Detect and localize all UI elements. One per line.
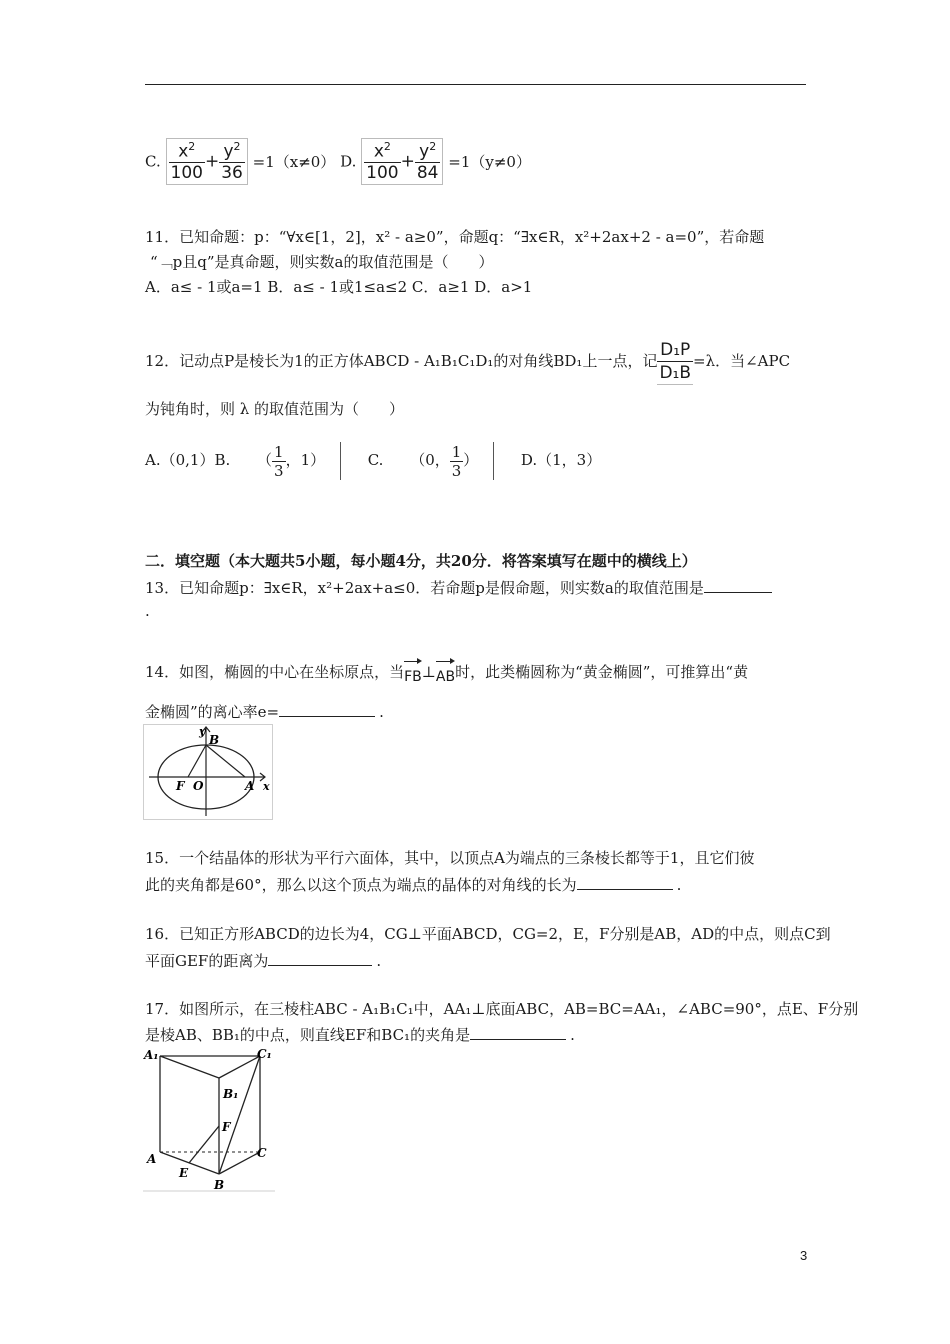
edge-a1b1 [160,1056,219,1078]
label-o: O [193,779,204,793]
q11-line1: 11．已知命题：p：“∀x∈[1，2]，x² - a≥0”，命题q：“∃x∈R，x²+2ax+2 - a=0”，若命题 [145,228,765,246]
vector-ab: AB [436,663,455,691]
section2-title: 二．填空题（本大题共5小题，每小题4分，共20分．将答案填写在题中的横线上） [145,552,697,570]
label-a: A [245,779,255,793]
q12-lambda-fraction [657,339,693,385]
denominator: 84 [416,162,439,183]
segment-ef [189,1126,219,1163]
paren-close: ） [463,451,479,469]
answer-blank[interactable] [704,576,772,593]
numerator: x [373,141,384,162]
label-f: F [176,779,185,793]
period: . [379,703,384,721]
q13-line1 [145,576,772,599]
denominator: 36 [221,162,243,183]
label-e: E [179,1166,189,1180]
label-b1: B₁ [223,1087,239,1101]
label-a: A [147,1152,157,1166]
q14-text-after: 时，此类椭圆称为“黄金椭圆”，可推算出“黄 [455,663,749,681]
numerator: y [223,141,234,162]
q12-option-b [257,442,330,480]
figure-ellipse [143,724,273,820]
period: . [376,952,382,970]
figure-prism [143,1046,275,1192]
q15-text: 此的夹角都是60°，那么以这个顶点为端点的晶体的对角线的长为 [145,876,577,894]
numerator: D₁P [660,340,691,360]
denominator: 100 [170,162,203,183]
fraction [364,140,400,183]
page-number: 3 [800,1248,808,1263]
segment-fb [188,745,206,777]
fraction [450,443,464,480]
numerator: x [178,141,189,162]
answer-blank[interactable] [279,700,375,717]
label-x: x [263,780,270,793]
exponent: 2 [233,140,241,153]
fraction [219,140,245,183]
numerator: 1 [274,442,284,461]
q12-line2: 为钝角时，则 λ 的取值范围为（ ） [145,400,405,418]
q10-option-d-formula: $\frac{x^2}{100}$ + $\frac{y^2}{84}$ [361,138,443,185]
q10-option-c-tail: =1（x≠0） [252,152,336,171]
q12-line1 [145,336,790,386]
header-rule [145,84,806,85]
segment-ba [206,745,245,777]
q10-option-c-label: C. [145,152,161,171]
option-divider [493,442,494,480]
q10-options [145,138,531,186]
answer-blank[interactable] [268,949,372,966]
numerator: y [419,141,430,162]
q10-option-d-tail: =1（y≠0） [448,152,531,171]
q14-line1 [145,658,748,691]
segment-bc1 [219,1056,260,1174]
paren-open: （ [257,451,273,469]
q16-text: 平面GEF的距离为 [145,952,269,970]
answer-blank[interactable] [470,1023,566,1040]
q16-line2 [145,949,381,972]
vector-fb: FB [404,663,422,691]
label-y: y [199,725,206,738]
q12-option-d: D.（1，3） [520,451,602,469]
q11-line2: “﹁p且q”是真命题，则实数a的取值范围是（ ） [150,253,494,271]
q14-line2 [145,700,384,723]
exponent: 2 [429,140,437,153]
numerator: 1 [451,442,462,461]
q15-line1: 15．一个结晶体的形状为平行六面体，其中，以顶点A为端点的三条棱长都等于1，且它们彼 [145,849,755,867]
denominator: 3 [274,461,284,480]
q12-option-a: A.（0,1）B. [145,451,231,469]
fraction [272,443,286,480]
q14-text: 金椭圆”的离心率e= [145,703,280,721]
q13-text: 13．已知命题p：∃x∈R，x²+2ax+a≤0．若命题p是假命题，则实数a的取值范围是 [145,579,704,597]
q14-text-before: 14．如图，椭圆的中心在坐标原点，当 [145,663,405,681]
fraction [169,140,205,183]
label-b: B [209,733,220,747]
q13-line2: . [145,602,150,620]
exponent: 2 [383,140,391,153]
option-divider [340,442,341,480]
exponent: 2 [188,140,196,153]
q17-line1: 17．如图所示，在三棱柱ABC - A₁B₁C₁中，AA₁⊥底面ABC，AB=BC=AA₁，∠ABC=90°，点E、F分别 [145,1000,859,1018]
denominator: 100 [366,162,399,183]
q11-options: A．a≤ - 1或a=1 B．a≤ - 1或1≤a≤2 C．a≥1 D．a>1 [145,278,533,296]
q12-text-before: 12．记动点P是棱长为1的正方体ABCD - A₁B₁C₁D₁的对角线BD₁上一点，记 [145,352,658,370]
answer-blank[interactable] [577,873,673,890]
paren-open: （0， [410,451,450,469]
q16-line1: 16．已知正方形ABCD的边长为4，CG⊥平面ABCD，CG=2，E，F分别是AB，AD的中点，则点C到 [145,925,831,943]
label-b: B [214,1178,225,1192]
label-f: F [222,1120,231,1134]
q12-option-c [410,442,483,480]
q12-option-c-label: C. [367,451,384,469]
q10-option-d-label: D. [340,152,357,171]
paren-close: ，1） [285,451,326,469]
q10-option-c-formula: $\frac{x^2}{100}$ + $\frac{y^2}{36}$ [166,138,248,185]
q15-line2 [145,873,681,896]
denominator: D₁B [659,363,692,383]
period: . [676,876,682,894]
q12-text-after: =λ．当∠APC [693,352,791,370]
q17-text: 是棱AB、BB₁的中点，则直线EF和BC₁的夹角是 [145,1026,471,1044]
label-c: C [257,1146,267,1160]
denominator: 3 [451,461,462,480]
q12-options [145,438,601,482]
label-c1: C₁ [257,1047,272,1061]
label-a1: A₁ [144,1048,159,1062]
period: . [570,1026,575,1044]
perp-symbol: ⊥ [421,663,436,681]
q17-line2 [145,1023,575,1046]
fraction [415,140,441,183]
